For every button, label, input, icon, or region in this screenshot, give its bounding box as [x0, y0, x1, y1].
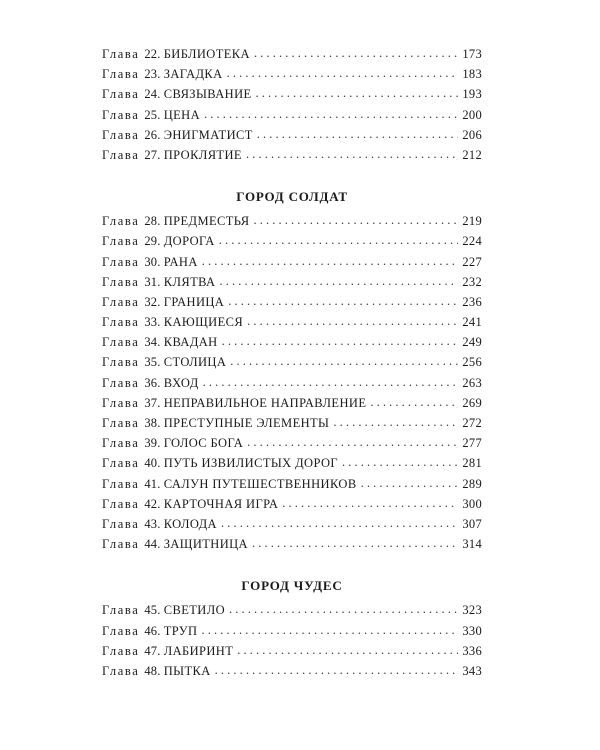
chapter-prefix: Глава — [102, 274, 140, 289]
toc-entry — [102, 621, 482, 641]
dot-leader — [247, 432, 458, 452]
chapter-number: 47. — [144, 643, 161, 658]
page-number: 224 — [462, 234, 482, 249]
chapter-title: ПУТЬ ИЗВИЛИСТЫХ ДОРОГ — [163, 456, 339, 471]
dot-leader — [230, 351, 458, 371]
dot-leader — [254, 43, 458, 63]
chapter-prefix: Глава — [102, 234, 140, 249]
chapter-number: 24. — [144, 87, 161, 102]
chapter-prefix: Глава — [102, 127, 140, 142]
dot-leader — [229, 599, 458, 619]
dot-leader — [333, 412, 458, 432]
dot-leader — [256, 83, 459, 103]
dot-leader — [247, 311, 458, 331]
page-number: 241 — [462, 315, 482, 330]
chapter-title: ВХОД — [163, 375, 199, 390]
chapter-title: КАЮЩИЕСЯ — [163, 315, 244, 330]
chapter-number: 43. — [144, 516, 161, 531]
chapter-prefix: Глава — [102, 335, 140, 350]
section-title: ГОРОД ЧУДЕС — [241, 578, 343, 594]
page-number: 227 — [462, 254, 482, 269]
page-number: 281 — [462, 456, 482, 471]
dot-leader — [361, 473, 459, 493]
toc-entry — [102, 352, 482, 372]
chapter-number: 48. — [144, 663, 161, 678]
page-number: 307 — [462, 516, 482, 531]
chapter-title: САЛУН ПУТЕШЕСТВЕННИКОВ — [163, 476, 357, 491]
toc-entry — [102, 474, 482, 494]
toc-entry — [102, 231, 482, 251]
chapter-number: 40. — [144, 456, 161, 471]
chapter-title: ГОЛОС БОГА — [163, 436, 244, 451]
chapter-number: 25. — [144, 107, 161, 122]
toc-entry — [102, 534, 482, 554]
page-number: 314 — [462, 537, 482, 552]
chapter-number: 37. — [144, 395, 161, 410]
toc-entry — [102, 44, 482, 64]
chapter-prefix: Глава — [102, 537, 140, 552]
toc-entry — [102, 332, 482, 352]
toc-entry — [102, 211, 482, 231]
dot-leader — [201, 620, 458, 640]
table-of-contents — [102, 44, 482, 681]
chapter-number: 34. — [144, 335, 161, 350]
dot-leader — [219, 271, 458, 291]
chapter-number: 31. — [144, 274, 161, 289]
chapter-group — [102, 211, 482, 554]
chapter-title: КВАДАН — [163, 335, 218, 350]
chapter-prefix: Глава — [102, 87, 140, 102]
chapter-title: ЦЕНА — [163, 107, 201, 122]
toc-entry — [102, 292, 482, 312]
chapter-number: 26. — [144, 127, 161, 142]
chapter-title: СВЯЗЫВАНИЕ — [163, 87, 252, 102]
page-number: 300 — [462, 496, 482, 511]
chapter-title: ДОРОГА — [163, 234, 215, 249]
page-number: 212 — [462, 147, 482, 162]
chapter-number: 32. — [144, 294, 161, 309]
toc-entry — [102, 393, 482, 413]
dot-leader — [252, 533, 458, 553]
toc-entry — [102, 494, 482, 514]
page-number: 256 — [462, 355, 482, 370]
page-number: 183 — [462, 67, 482, 82]
chapter-number: 33. — [144, 315, 161, 330]
page-number: 277 — [462, 436, 482, 451]
toc-entry — [102, 373, 482, 393]
section-title: ГОРОД СОЛДАТ — [236, 189, 348, 205]
chapter-number: 35. — [144, 355, 161, 370]
chapter-number: 28. — [144, 214, 161, 229]
chapter-number: 29. — [144, 234, 161, 249]
chapter-prefix: Глава — [102, 47, 140, 61]
chapter-title: СТОЛИЦА — [163, 355, 227, 370]
toc-entry — [102, 433, 482, 453]
chapter-number: 41. — [144, 476, 161, 491]
toc-entry — [102, 514, 482, 534]
chapter-prefix: Глава — [102, 516, 140, 531]
toc-entry — [102, 453, 482, 473]
chapter-title: РАНА — [163, 254, 198, 269]
chapter-number: 30. — [144, 254, 161, 269]
dot-leader — [227, 63, 459, 83]
chapter-title: ТРУП — [163, 623, 198, 638]
page-number: 219 — [462, 214, 482, 229]
page-number: 206 — [462, 127, 482, 142]
toc-entry — [102, 125, 482, 145]
dot-leader — [202, 251, 459, 271]
chapter-prefix: Глава — [102, 214, 140, 229]
chapter-prefix: Глава — [102, 395, 140, 410]
chapter-prefix: Глава — [102, 476, 140, 491]
toc-entry — [102, 272, 482, 292]
page-number: 173 — [462, 47, 482, 61]
chapter-prefix: Глава — [102, 294, 140, 309]
page-number: 323 — [462, 603, 482, 618]
chapter-prefix: Глава — [102, 107, 140, 122]
chapter-number: 38. — [144, 416, 161, 430]
dot-leader — [257, 124, 459, 144]
toc-entry — [102, 312, 482, 332]
page-number: 289 — [462, 476, 482, 491]
chapter-title: ЗАЩИТНИЦА — [163, 537, 248, 552]
chapter-number: 27. — [144, 147, 161, 162]
page-number: 343 — [462, 663, 482, 678]
toc-entry — [102, 64, 482, 84]
chapter-title: КЛЯТВА — [163, 274, 216, 289]
chapter-title: ЛАБИРИНТ — [163, 643, 234, 658]
chapter-number: 42. — [144, 496, 161, 511]
dot-leader — [203, 372, 459, 392]
chapter-prefix: Глава — [102, 456, 140, 471]
chapter-title: ПРЕСТУПНЫЕ ЭЛЕМЕНТЫ — [163, 416, 330, 430]
dot-leader — [282, 493, 458, 513]
toc-entry — [102, 105, 482, 125]
page-number: 193 — [462, 87, 482, 102]
chapter-prefix: Глава — [102, 67, 140, 82]
chapter-title: КАРТОЧНАЯ ИГРА — [163, 496, 279, 511]
toc-entry — [102, 413, 482, 433]
page-number: 200 — [462, 107, 482, 122]
chapter-prefix: Глава — [102, 496, 140, 511]
dot-leader — [215, 660, 459, 680]
toc-entry — [102, 252, 482, 272]
toc-entry — [102, 600, 482, 620]
dot-leader — [253, 210, 458, 230]
chapter-prefix: Глава — [102, 355, 140, 370]
page-number: 249 — [462, 335, 482, 350]
page-number: 236 — [462, 294, 482, 309]
chapter-prefix: Глава — [102, 603, 140, 618]
dot-leader — [219, 230, 459, 250]
chapter-prefix: Глава — [102, 254, 140, 269]
chapter-title: НЕПРАВИЛЬНОЕ НАПРАВЛЕНИЕ — [163, 395, 367, 410]
chapter-number: 46. — [144, 623, 161, 638]
chapter-title: ПРОКЛЯТИЕ — [163, 147, 242, 162]
toc-entry — [102, 661, 482, 681]
chapter-prefix: Глава — [102, 436, 140, 451]
dot-leader — [342, 452, 458, 472]
chapter-prefix: Глава — [102, 643, 140, 658]
chapter-prefix: Глава — [102, 623, 140, 638]
chapter-title: СВЕТИЛО — [163, 603, 225, 618]
chapter-prefix: Глава — [102, 315, 140, 330]
toc-entry — [102, 84, 482, 104]
page-number: 269 — [462, 395, 482, 410]
chapter-title: БИБЛИОТЕКА — [163, 47, 250, 61]
page-number: 336 — [462, 643, 482, 658]
dot-leader — [370, 392, 458, 412]
chapter-number: 23. — [144, 67, 161, 82]
dot-leader — [204, 104, 458, 124]
page-number: 330 — [462, 623, 482, 638]
page-number: 232 — [462, 274, 482, 289]
chapter-title: КОЛОДА — [163, 516, 217, 531]
page-number: 272 — [462, 416, 482, 430]
page-number: 263 — [462, 375, 482, 390]
chapter-title: ГРАНИЦА — [163, 294, 225, 309]
chapter-title: ЗАГАДКА — [163, 67, 223, 82]
toc-entry — [102, 641, 482, 661]
dot-leader — [246, 144, 458, 164]
chapter-prefix: Глава — [102, 375, 140, 390]
dot-leader — [228, 291, 458, 311]
chapter-number: 44. — [144, 537, 161, 552]
chapter-number: 45. — [144, 603, 161, 618]
chapter-title: ПЫТКА — [163, 663, 211, 678]
dot-leader — [221, 513, 458, 533]
chapter-prefix: Глава — [102, 416, 140, 430]
chapter-prefix: Глава — [102, 663, 140, 678]
dot-leader — [222, 331, 459, 351]
chapter-number: 39. — [144, 436, 161, 451]
chapter-title: ПРЕДМЕСТЬЯ — [163, 214, 250, 229]
chapter-title: ЭНИГМАТИСТ — [163, 127, 253, 142]
dot-leader — [237, 640, 458, 660]
chapter-prefix: Глава — [102, 147, 140, 162]
chapter-number: 22. — [144, 47, 161, 61]
chapter-group — [102, 44, 482, 165]
chapter-group — [102, 600, 482, 681]
toc-entry — [102, 145, 482, 165]
chapter-number: 36. — [144, 375, 161, 390]
